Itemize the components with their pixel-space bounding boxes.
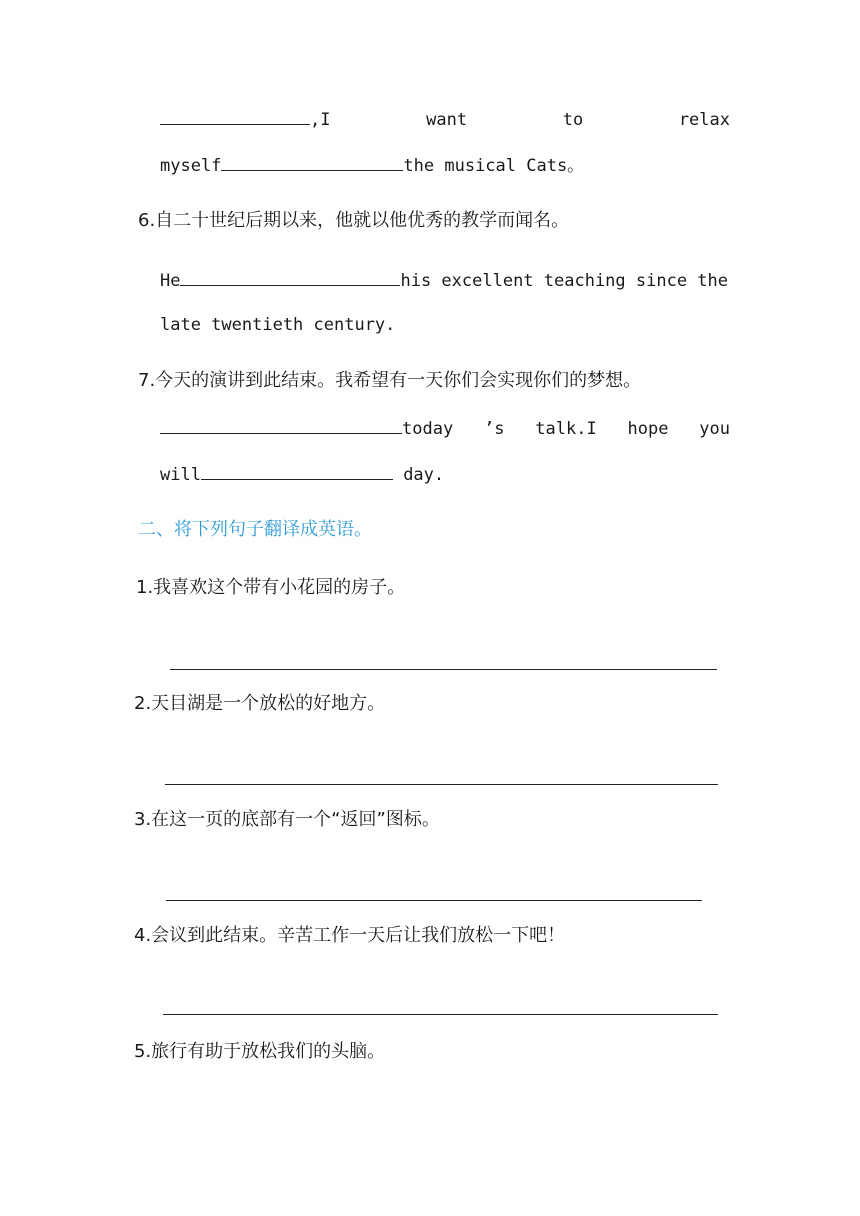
q7-blank-1[interactable] [160,415,402,434]
q7-chinese: 7.今天的演讲到此结束。我希望有一天你们会实现你们的梦想。 [138,370,642,391]
answer-line-3[interactable] [166,900,702,901]
q6-english-line-1 [160,267,730,293]
translate-item-3: 3.在这一页的底部有一个“返回”图标。 [134,809,440,830]
q5-post: the musical Cats。 [403,156,585,176]
q7-word-today: today [402,419,454,439]
q5-word-i: I [320,110,331,130]
section-2-title: 二、将下列句子翻译成英语。 [138,519,372,540]
q5-line-1 [160,106,730,132]
q5-word-to: to [562,110,584,130]
q5-word-want: want [426,110,468,130]
q7-word-hope: hope [627,419,669,439]
answer-line-1[interactable] [170,669,717,670]
answer-line-2[interactable] [165,784,718,785]
q5-pre: myself [160,156,222,176]
q7-blank-1-group [160,415,453,441]
q6-pre: He [160,271,181,291]
q5-blank-1[interactable] [160,106,310,125]
q7-word-talk: talk.I [535,419,597,439]
q7-line-2 [160,461,444,487]
q6-post: his excellent teaching since the [400,271,728,291]
answer-line-4[interactable] [163,1014,718,1015]
q5-line-2 [160,152,584,178]
q7-pre: will [160,465,201,485]
translate-item-2: 2.天目湖是一个放松的好地方。 [134,693,386,714]
q6-english-line-2: late twentieth century. [160,315,396,335]
q7-word-you: you [699,419,730,439]
q5-sep: , [310,110,321,130]
q5-blank-2[interactable] [221,152,403,171]
q7-blank-2[interactable] [201,461,393,480]
translate-item-4: 4.会议到此结束。辛苦工作一天后让我们放松一下吧！ [134,925,566,946]
q6-blank[interactable] [180,267,400,286]
q5-word-relax: relax [678,110,730,130]
q7-word-s: ’s [483,419,505,439]
translate-item-5: 5.旅行有助于放松我们的头脑。 [134,1041,386,1062]
q5-blank-1-group [160,106,331,132]
q7-line-1 [160,415,730,441]
translate-item-1: 1.我喜欢这个带有小花园的房子。 [136,577,406,598]
q6-chinese: 6.自二十世纪后期以来，他就以他优秀的教学而闻名。 [138,210,570,231]
q7-post: day. [392,465,445,485]
